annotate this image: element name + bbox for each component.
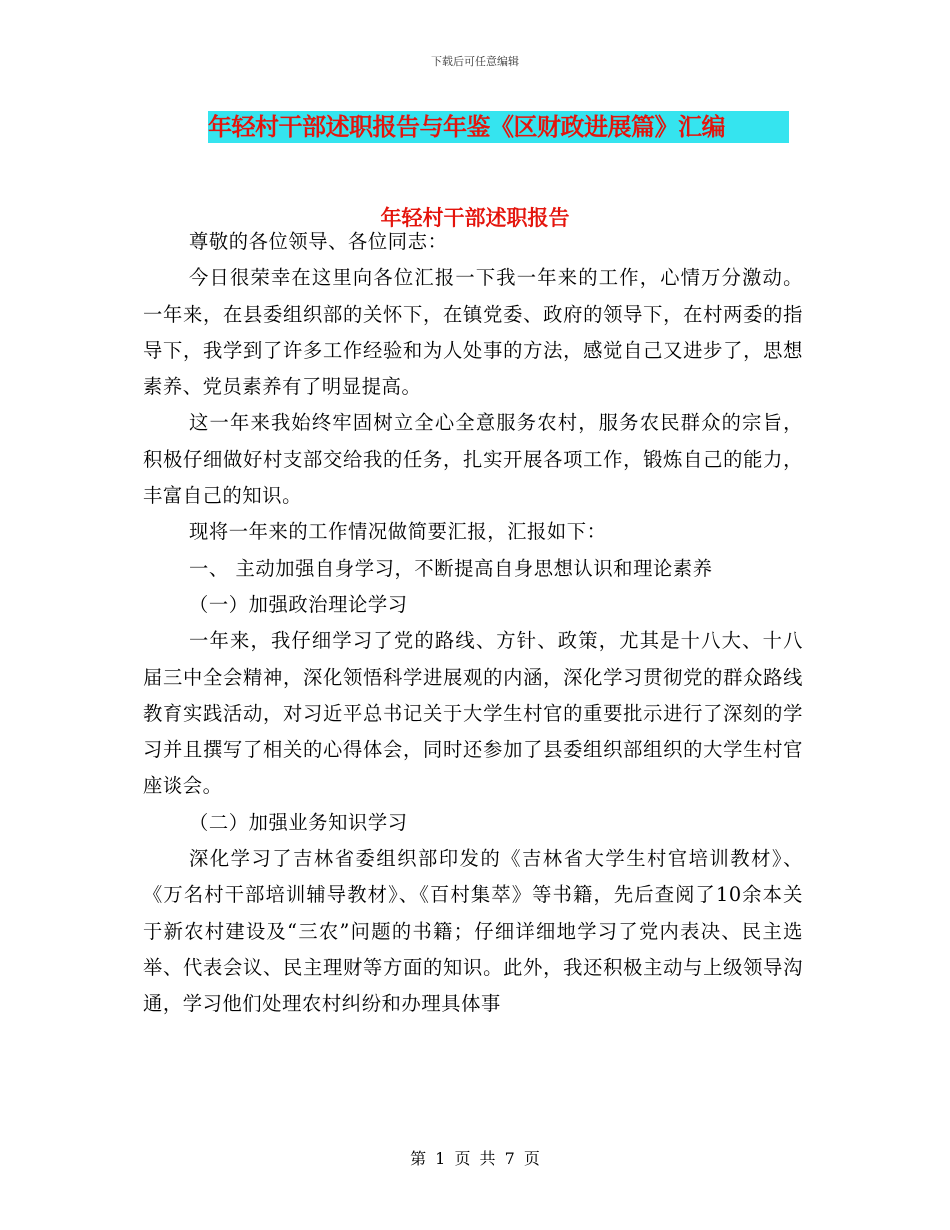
subsection-heading: （二）加强业务知识学习 [189, 810, 408, 834]
salutation-paragraph: 尊敬的各位领导、各位同志： [189, 230, 448, 253]
body-paragraph: 深化学习了吉林省委组织部印发的《吉林省大学生村官培训教材》、《万名村干部培训辅导教材》、《百村集萃》等书籍，先后查阅了10余本关于新农村建设及“三农”问题的书籍；仔细详细地学习了党内表决、民主选举、代表会议、民主理财等方面的知识。此外，我还积极主动与上级领导沟通，学习他们处理农村纠纷和办理具体事 [143, 847, 803, 1016]
body-paragraph: 一年来，我仔细学习了党的路线、方针、政策，尤其是十八大、十八届三中全会精神，深化领悟科学进展观的内涵，深化学习贯彻党的群众路线教育实践活动，对习近平总书记关于大学生村官的重要批示进行了深刻的学习并且撰写了相关的心得体会，同时还参加了县委组织部组织的大学生村官座谈会。 [143, 629, 803, 798]
main-title-highlight [208, 111, 789, 143]
body-paragraph: 这一年来我始终牢固树立全心全意服务农村，服务农民群众的宗旨，积极仔细做好村支部交给我的任务，扎实开展各项工作，锻炼自己的能力，丰富自己的知识。 [143, 411, 803, 508]
body-paragraph: 现将一年来的工作情况做简要汇报，汇报如下： [189, 520, 607, 544]
main-title: 年轻村干部述职报告与年鉴《区财政进展篇》汇编 [208, 113, 725, 141]
page-number: 第 1 页 共 7 页 [410, 1149, 540, 1168]
section-title: 年轻村干部述职报告 [380, 206, 570, 230]
section-heading: 一、 主动加强自身学习，不断提高自身思想认识和理论素养 [189, 556, 713, 580]
body-paragraph: 今日很荣幸在这里向各位汇报一下我一年来的工作，心情万分激动。一年来，在县委组织部的关怀下，在镇党委、政府的领导下，在村两委的指导下，我学到了许多工作经验和为人处事的方法，感觉自己又进步了，思想素养、党员素养有了明显提高。 [143, 266, 803, 399]
page-header-note: 下载后可任意编辑 [431, 55, 519, 68]
subsection-heading: （一）加强政治理论学习 [189, 592, 408, 616]
document-body [143, 224, 803, 1023]
